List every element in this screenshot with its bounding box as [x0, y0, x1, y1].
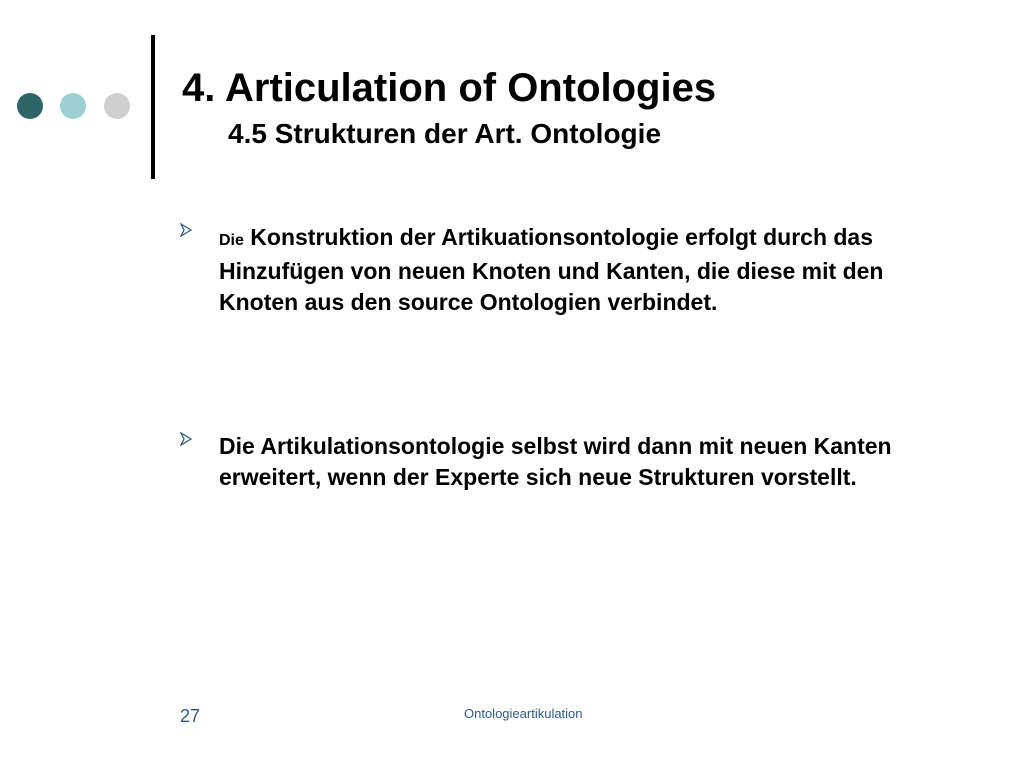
arrow-bullet-icon — [180, 223, 192, 237]
footer-label: Ontologieartikulation — [464, 706, 583, 721]
bullet-body: Die Artikulationsontologie selbst wird dann mit neuen Kanten erweitert, wenn der Experte sich neue Strukturen vorstellt. — [219, 433, 892, 490]
slide-number: 27 — [180, 706, 201, 726]
decorative-dot-dark — [17, 93, 43, 119]
decorative-dot-light — [60, 93, 86, 119]
slide-subtitle: 4.5 Strukturen der Art. Ontologie — [228, 118, 662, 149]
bullet-body: Konstruktion der Artikuationsontologie erfolgt durch das Hinzufügen von neuen Knoten und Kanten, die diese mit den Knoten aus den source Ontologien verbindet. — [219, 224, 884, 315]
slide-title: 4. Articulation of Ontologies — [182, 66, 717, 110]
decorative-dot-gray — [104, 93, 130, 119]
arrow-bullet-icon — [180, 432, 192, 446]
bullet-text — [219, 222, 939, 318]
title-divider-line — [151, 35, 155, 179]
bullet-text — [219, 431, 939, 493]
bullet-lead-word: Die — [219, 232, 244, 249]
